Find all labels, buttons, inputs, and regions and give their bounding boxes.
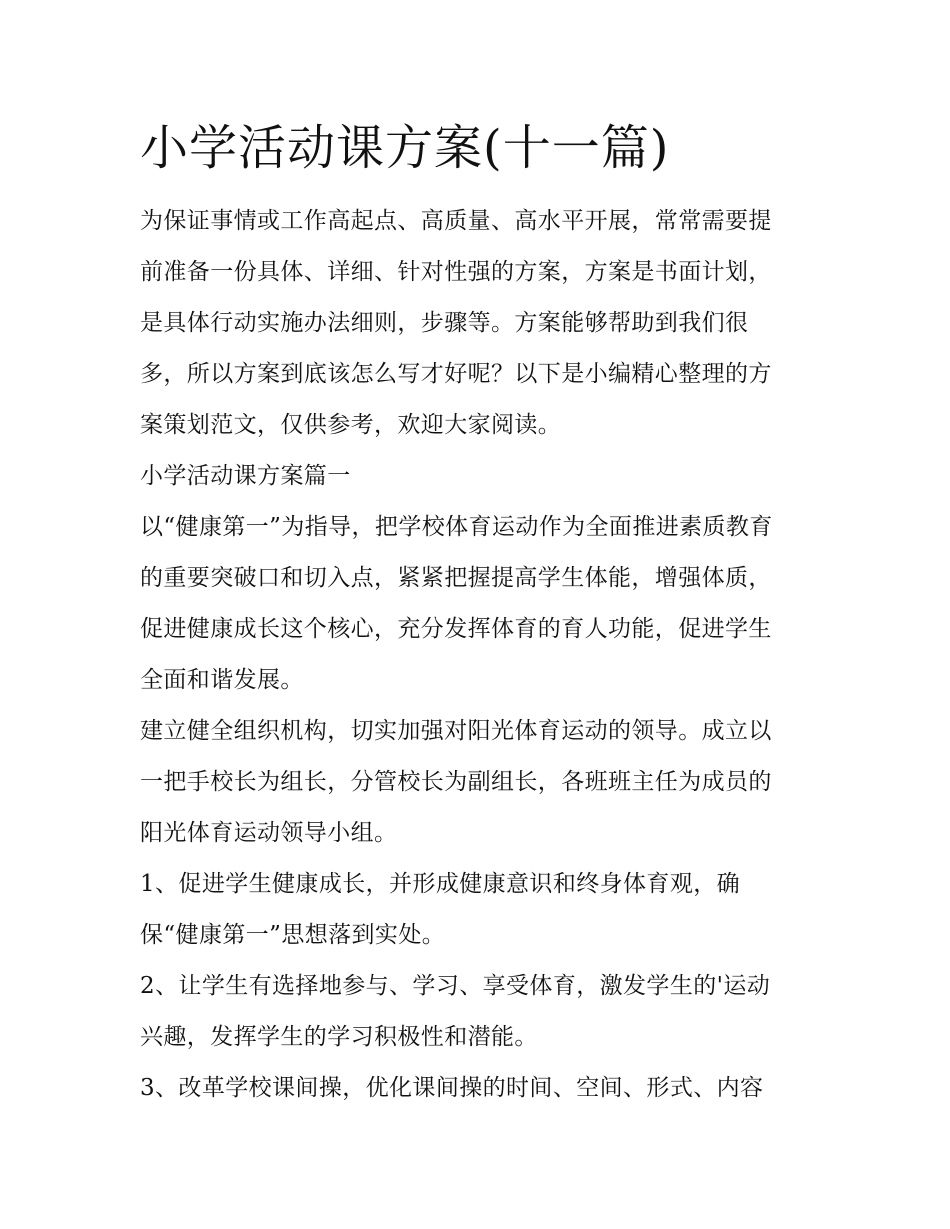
intro-line: 为保证事情或工作高起点、高质量、高水平开展，常常需要提 xyxy=(140,208,772,234)
intro-line: 前准备一份具体、详细、针对性强的方案，方案是书面计划， xyxy=(140,259,772,285)
goal-item-1-line: 1、促进学生健康成长，并形成健康意识和终身体育观，确 xyxy=(140,871,741,897)
organization-line: 建立健全组织机构，切实加强对阳光体育运动的领导。成立以 xyxy=(140,718,772,744)
guiding-line: 全面和谐发展。 xyxy=(140,667,304,693)
intro-line: 案策划范文，仅供参考，欢迎大家阅读。 xyxy=(140,412,562,438)
intro-line: 是具体行动实施办法细则，步骤等。方案能够帮助到我们很 xyxy=(140,310,749,336)
document-body xyxy=(140,196,820,1114)
intro-line: 多，所以方案到底该怎么写才好呢？以下是小编精心整理的方 xyxy=(140,361,772,387)
guiding-line: 以“健康第一”为指导，把学校体育运动作为全面推进素质教育 xyxy=(140,514,773,540)
document-title: 小学活动课方案(十一篇) xyxy=(140,120,670,176)
section-heading: 小学活动课方案篇一 xyxy=(140,463,351,489)
organization-line: 阳光体育运动领导小组。 xyxy=(140,820,398,846)
goal-item-3-line: 3、改革学校课间操，优化课间操的时间、空间、形式、内容 xyxy=(140,1075,764,1101)
goal-item-2-line: 2、让学生有选择地参与、学习、享受体育，激发学生的'运动 xyxy=(140,973,771,999)
guiding-line: 的重要突破口和切入点，紧紧把握提高学生体能，增强体质， xyxy=(140,565,772,591)
goal-item-2-line: 兴趣，发挥学生的学习积极性和潜能。 xyxy=(140,1024,538,1050)
organization-line: 一把手校长为组长，分管校长为副组长，各班班主任为成员的 xyxy=(140,769,772,795)
guiding-line: 促进健康成长这个核心，充分发挥体育的育人功能，促进学生 xyxy=(140,616,772,642)
goal-item-1-line: 保“健康第一”思想落到实处。 xyxy=(140,922,446,948)
